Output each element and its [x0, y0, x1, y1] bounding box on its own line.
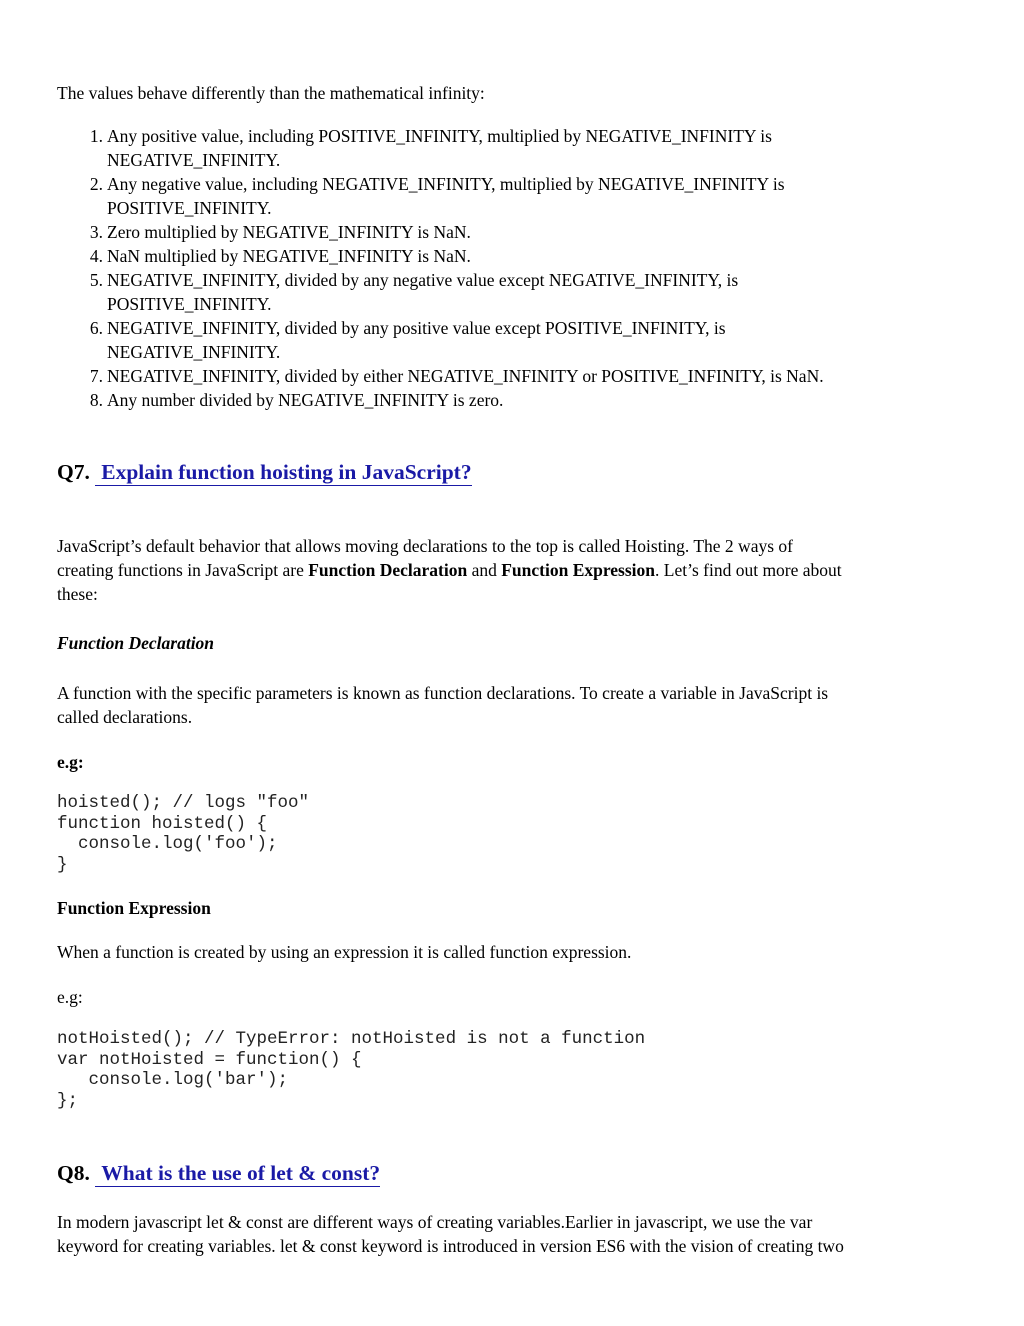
list-item: 1. Any positive value, including POSITIVE_INFINITY, multiplied by NEGATIVE_INFINITY is NEGATIVE_INFINITY. [89, 126, 772, 170]
example-label: e.g: [57, 987, 83, 1007]
list-item: 6. NEGATIVE_INFINITY, divided by any positive value except POSITIVE_INFINITY, is NEGATIVE_INFINITY. [89, 318, 726, 362]
list-item-cont: POSITIVE_INFINITY. [107, 198, 272, 218]
let-const-paragraph: In modern javascript let & const are different ways of creating variables.Earlier in javascript, we use the var keyword for creating variables. let & const keyword is introduced in version ES6 with the vision of creating two [57, 1212, 844, 1256]
list-item-cont: POSITIVE_INFINITY. [107, 294, 272, 314]
expression-paragraph: When a function is created by using an expression it is called function expression. [57, 942, 632, 962]
list-item-text: NEGATIVE_INFINITY, divided by any positive value except POSITIVE_INFINITY, is [107, 318, 726, 338]
function-declaration-term: Function Declaration [308, 560, 468, 580]
q7-heading [57, 458, 472, 486]
list-item: 5. NEGATIVE_INFINITY, divided by any negative value except NEGATIVE_INFINITY, is POSITIVE_INFINITY. [89, 270, 739, 314]
infinity-rules-list [57, 124, 967, 412]
q7-title-link[interactable]: Explain function hoisting in JavaScript? [95, 460, 471, 486]
list-item-text: Any number divided by NEGATIVE_INFINITY is zero. [107, 390, 504, 410]
code-block-expression: notHoisted(); // TypeError: notHoisted is not a function var notHoisted = function() { console.log('bar'); }; [57, 1029, 646, 1111]
code-block-declaration: hoisted(); // logs "foo" function hoisted() { console.log('foo'); } [57, 793, 310, 875]
example-label: e.g: [57, 752, 84, 772]
list-item-text: NEGATIVE_INFINITY, divided by either NEGATIVE_INFINITY or POSITIVE_INFINITY, is NaN. [107, 366, 824, 386]
declaration-paragraph: A function with the specific parameters is known as function declarations. To create a variable in JavaScript is called declarations. [57, 683, 829, 727]
list-item: 2. Any negative value, including NEGATIVE_INFINITY, multiplied by NEGATIVE_INFINITY is POSITIVE_INFINITY. [89, 174, 785, 218]
intro-text: The values behave differently than the mathematical infinity: [57, 83, 485, 103]
q8-heading [57, 1159, 380, 1187]
hoisting-paragraph: JavaScript’s default behavior that allows moving declarations to the top is called Hoisting. The 2 ways of creating functions in JavaScript are Function Declaration and Function Expression. Let’s find out more about these: [57, 536, 842, 604]
q8-number: Q8. [57, 1161, 90, 1185]
function-declaration-heading: Function Declaration [57, 633, 215, 653]
list-item: 4. NaN multiplied by NEGATIVE_INFINITY is NaN. [89, 246, 471, 266]
list-item: 8. Any number divided by NEGATIVE_INFINITY is zero. [89, 390, 504, 410]
list-item-text: NaN multiplied by NEGATIVE_INFINITY is NaN. [107, 246, 471, 266]
list-item-cont: NEGATIVE_INFINITY. [107, 342, 281, 362]
list-item: 3. Zero multiplied by NEGATIVE_INFINITY is NaN. [89, 222, 471, 242]
list-item-text: Any negative value, including NEGATIVE_INFINITY, multiplied by NEGATIVE_INFINITY is [107, 174, 785, 194]
list-item: 7. NEGATIVE_INFINITY, divided by either NEGATIVE_INFINITY or POSITIVE_INFINITY, is NaN. [89, 366, 824, 386]
list-item-text: Zero multiplied by NEGATIVE_INFINITY is NaN. [107, 222, 471, 242]
function-expression-term: Function Expression [501, 560, 656, 580]
list-item-text: NEGATIVE_INFINITY, divided by any negative value except NEGATIVE_INFINITY, is [107, 270, 739, 290]
q7-number: Q7. [57, 460, 90, 484]
list-item-text: Any positive value, including POSITIVE_INFINITY, multiplied by NEGATIVE_INFINITY is [107, 126, 772, 146]
function-expression-heading: Function Expression [57, 898, 211, 918]
q8-title-link[interactable]: What is the use of let & const? [95, 1161, 380, 1187]
list-item-cont: NEGATIVE_INFINITY. [107, 150, 281, 170]
